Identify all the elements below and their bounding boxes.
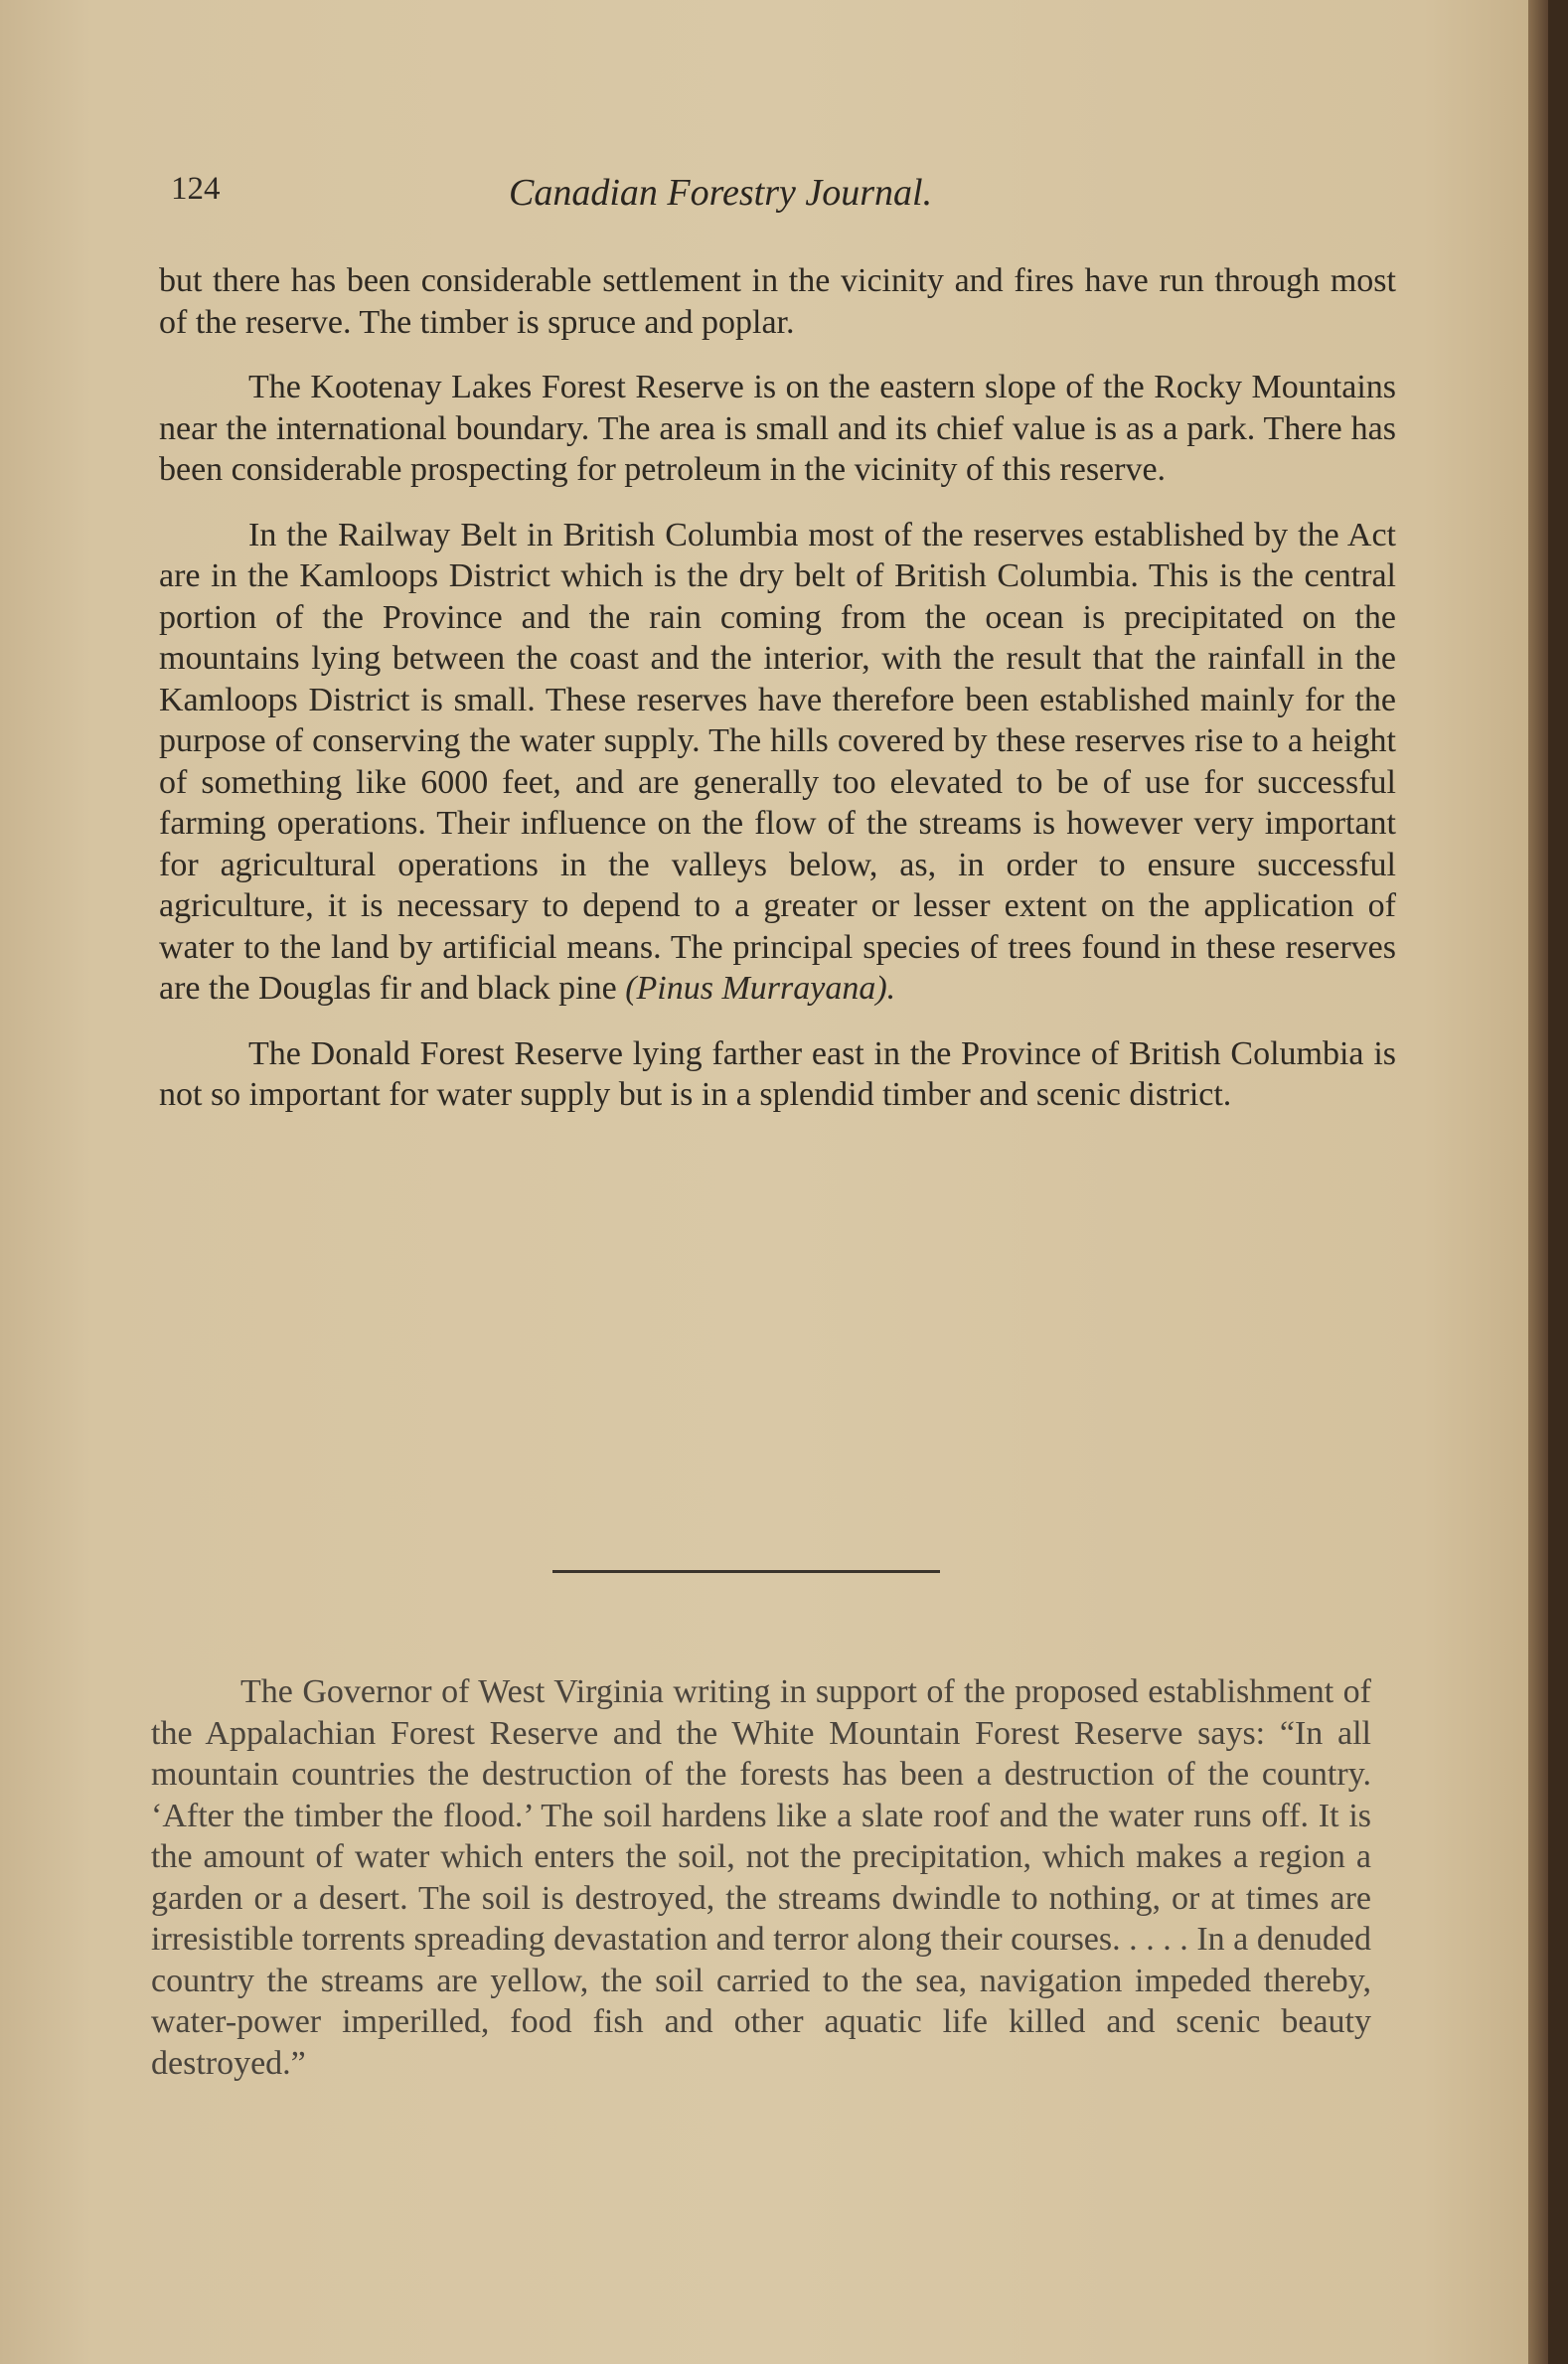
- paragraph-railway-belt-text: In the Railway Belt in British Columbia most of the reserves established by the Act are in the Kamloops District which is the dry belt of British Columbia. This is the central portion of the Province and the rain coming from the ocean is precipitated on the mountains lying between the coast and the interior, with the result that the rainfall in the Kamloops District is small. These reserves have therefore been established mainly for the purpose of conserving the water supply. The hills covered by these reserves rise to a height of something like 6000 feet, and are generally too elevated to be of use for successful farming operations. Their influence on the flow of the streams is however very important for agricultural operations in the valleys below, as, in order to ensure successful agriculture, it is necessary to depend to a greater or lesser extent on the application of water to the land by artificial means. The principal species of trees found in these reserves are the Douglas fir and black pine: [159, 516, 1396, 1007]
- section-divider: [552, 1570, 940, 1573]
- page-header: [171, 167, 1403, 227]
- species-name: (Pinus Murrayana).: [625, 970, 896, 1007]
- paragraph-west-virginia-quote: The Governor of West Virginia writing in support of the proposed establishment of the Appalachian Forest Reserve and the White Mountain Forest Reserve says: “In all mountain countries the destruction of the forests has been a destruction of the country. ‘After the timber the flood.’ The soil hardens like a slate roof and the water runs off. It is the amount of water which enters the soil, not the precipitation, which makes a region a garden or a desert. The soil is destroyed, the streams dwindle to nothing, or at times are irresistible torrents spreading devastation and terror along their courses. . . . . In a denuded country the streams are yellow, the soil carried to the sea, navigation impeded thereby, water-power imperilled, food fish and other aquatic life killed and scenic beauty destroyed.”: [151, 1673, 1371, 2082]
- quote-section: [151, 1671, 1371, 2108]
- page-number: 124: [171, 171, 221, 207]
- paragraph-donald: The Donald Forest Reserve lying farther east in the Province of British Columbia is not so important for water supply but is in a splendid timber and scenic district.: [159, 1034, 1396, 1113]
- paragraph-railway-belt: [159, 515, 1396, 1010]
- paragraph-kootenay: The Kootenay Lakes Forest Reserve is on the eastern slope of the Rocky Mountains near the international boundary. The area is small and its chief value is as a park. There has been considerable prospecting for petroleum in the vicinity of this reserve.: [159, 369, 1396, 488]
- article-body: [159, 260, 1396, 1140]
- page-edge: [1528, 0, 1548, 2364]
- paragraph-continuation: but there has been considerable settlement in the vicinity and fires have run through most of the reserve. The timber is spruce and poplar.: [159, 262, 1396, 341]
- journal-title: Canadian Forestry Journal.: [509, 172, 933, 214]
